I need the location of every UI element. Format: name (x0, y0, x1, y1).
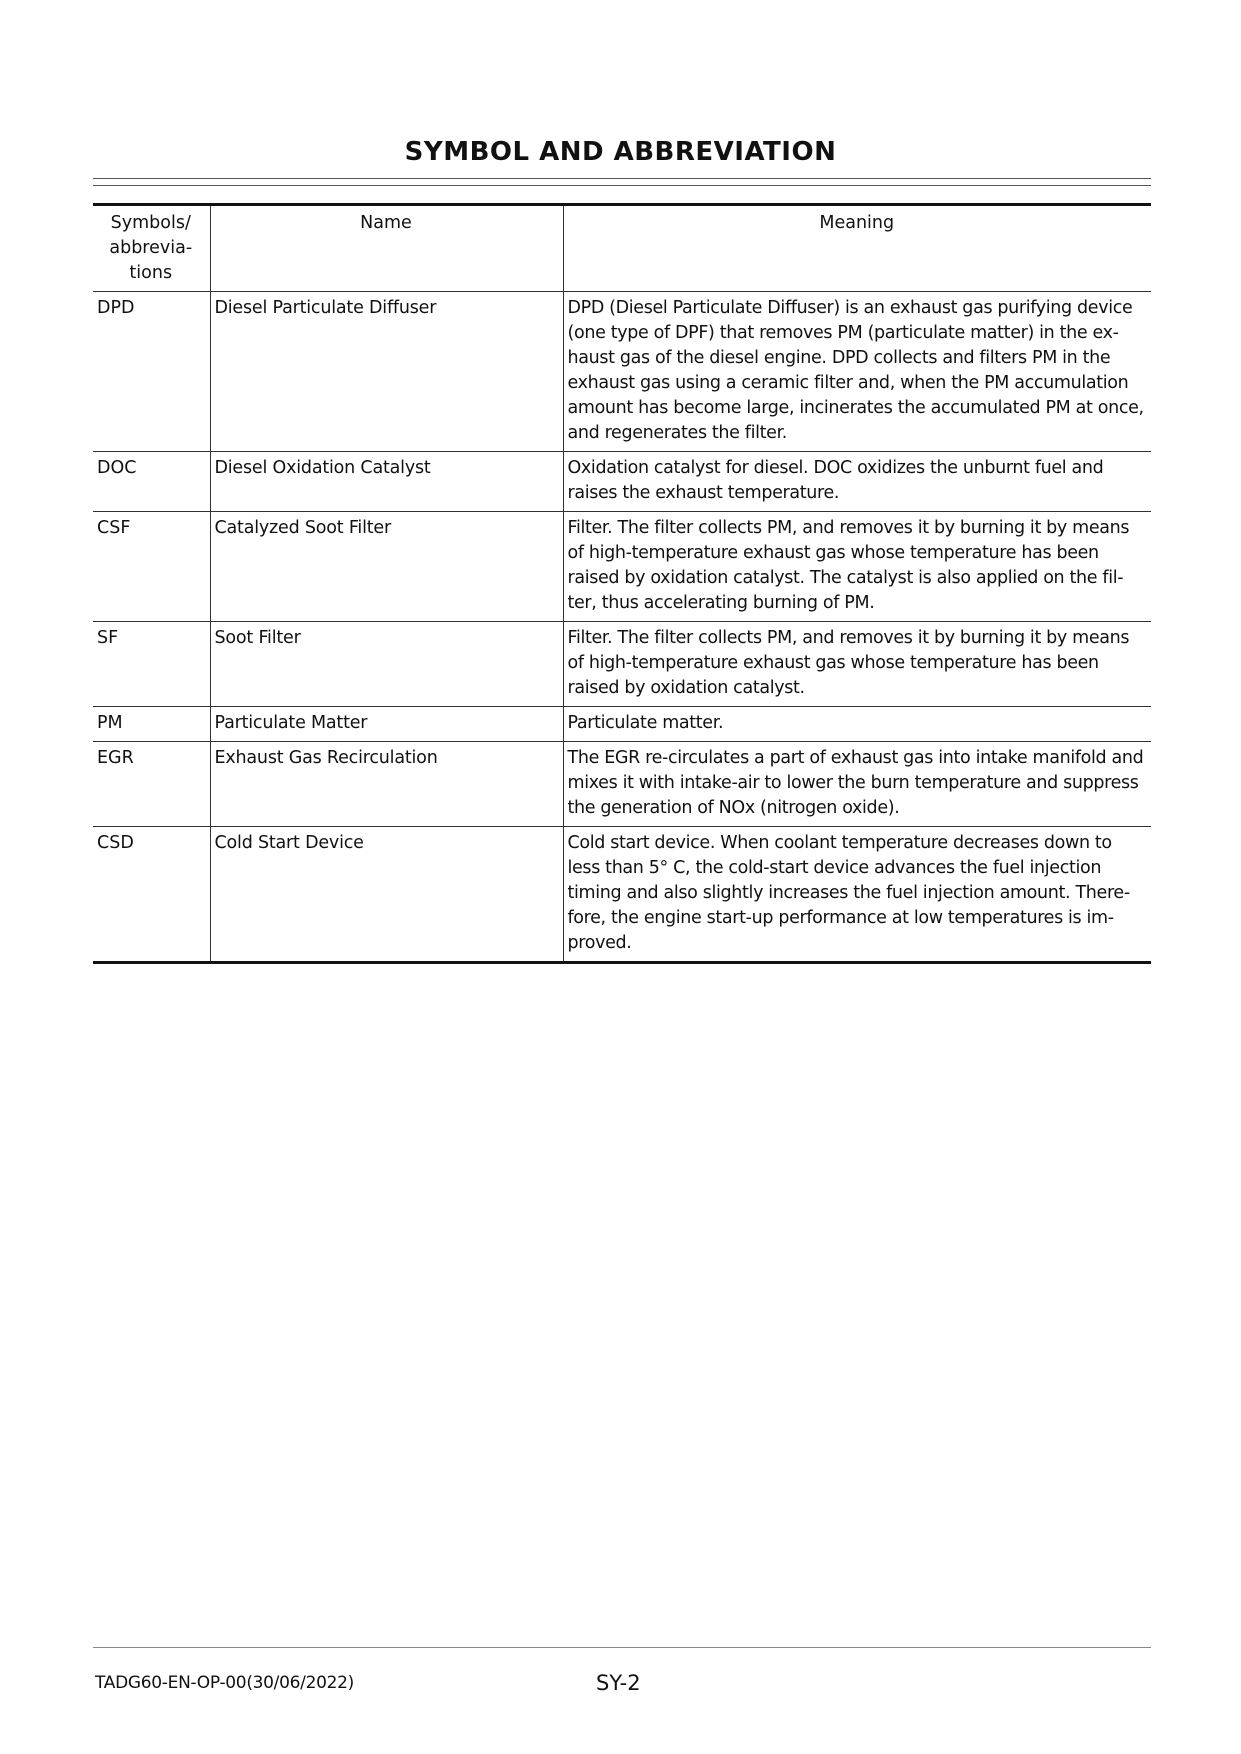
symbol-cell: CSF (93, 512, 210, 622)
table-row (93, 292, 1151, 452)
name-cell: Diesel Particulate Diffuser (210, 292, 563, 452)
name-cell: Cold Start Device (210, 827, 563, 963)
symbol-cell: DPD (93, 292, 210, 452)
page-title: SYMBOL AND ABBREVIATION (404, 137, 837, 167)
abbreviation-table (93, 203, 1151, 964)
table-header-row (93, 205, 1151, 292)
document-id: TADG60-EN-OP-00(30/06/2022) (95, 1673, 354, 1693)
name-cell: Diesel Oxidation Catalyst (210, 452, 563, 512)
name-cell: Soot Filter (210, 622, 563, 707)
table-row (93, 452, 1151, 512)
symbol-cell: DOC (93, 452, 210, 512)
meaning-cell: Filter. The filter collects PM, and removes it by burning it by means of high-temperature exhaust gas whose temperature has been raised by oxidation catalyst. (563, 622, 1151, 707)
column-header-meaning: Meaning (563, 205, 1151, 292)
meaning-cell: Cold start device. When coolant temperature decreases down to less than 5° C, the cold-start device advances the fuel injection timing and also slightly increases the fuel injection amount. There- fore, the engine start-up performance at low temperatures is im- proved. (563, 827, 1151, 963)
table-row (93, 622, 1151, 707)
symbol-cell: SF (93, 622, 210, 707)
symbol-cell: CSD (93, 827, 210, 963)
name-cell: Catalyzed Soot Filter (210, 512, 563, 622)
name-cell: Exhaust Gas Recirculation (210, 742, 563, 827)
table-row (93, 707, 1151, 742)
meaning-cell: Filter. The filter collects PM, and removes it by burning it by means of high-temperature exhaust gas whose temperature has been raised by oxidation catalyst. The catalyst is also applied on the fil- ter, thus accelerating burning of PM. (563, 512, 1151, 622)
symbol-cell: PM (93, 707, 210, 742)
table-row (93, 742, 1151, 827)
column-header-name: Name (210, 205, 563, 292)
page-number: SY-2 (596, 1671, 641, 1695)
footer-rule (93, 1647, 1151, 1648)
meaning-cell: The EGR re-circulates a part of exhaust gas into intake manifold and mixes it with intake-air to lower the burn temperature and suppress the generation of NOx (nitrogen oxide). (563, 742, 1151, 827)
column-header-symbols: Symbols/ abbrevia- tions (93, 205, 210, 292)
name-cell: Particulate Matter (210, 707, 563, 742)
table-row (93, 512, 1151, 622)
meaning-cell: DPD (Diesel Particulate Diffuser) is an exhaust gas purifying device (one type of DPF) that removes PM (particulate matter) in the ex- haust gas of the diesel engine. DPD collects and filters PM in the exhaust gas using a ceramic filter and, when the PM accumulation amount has become large, incinerates the accumulated PM at once, and regenerates the filter. (563, 292, 1151, 452)
title-double-rule (93, 178, 1151, 186)
table-row (93, 827, 1151, 963)
symbol-cell: EGR (93, 742, 210, 827)
meaning-cell: Particulate matter. (563, 707, 1151, 742)
meaning-cell: Oxidation catalyst for diesel. DOC oxidizes the unburnt fuel and raises the exhaust temperature. (563, 452, 1151, 512)
